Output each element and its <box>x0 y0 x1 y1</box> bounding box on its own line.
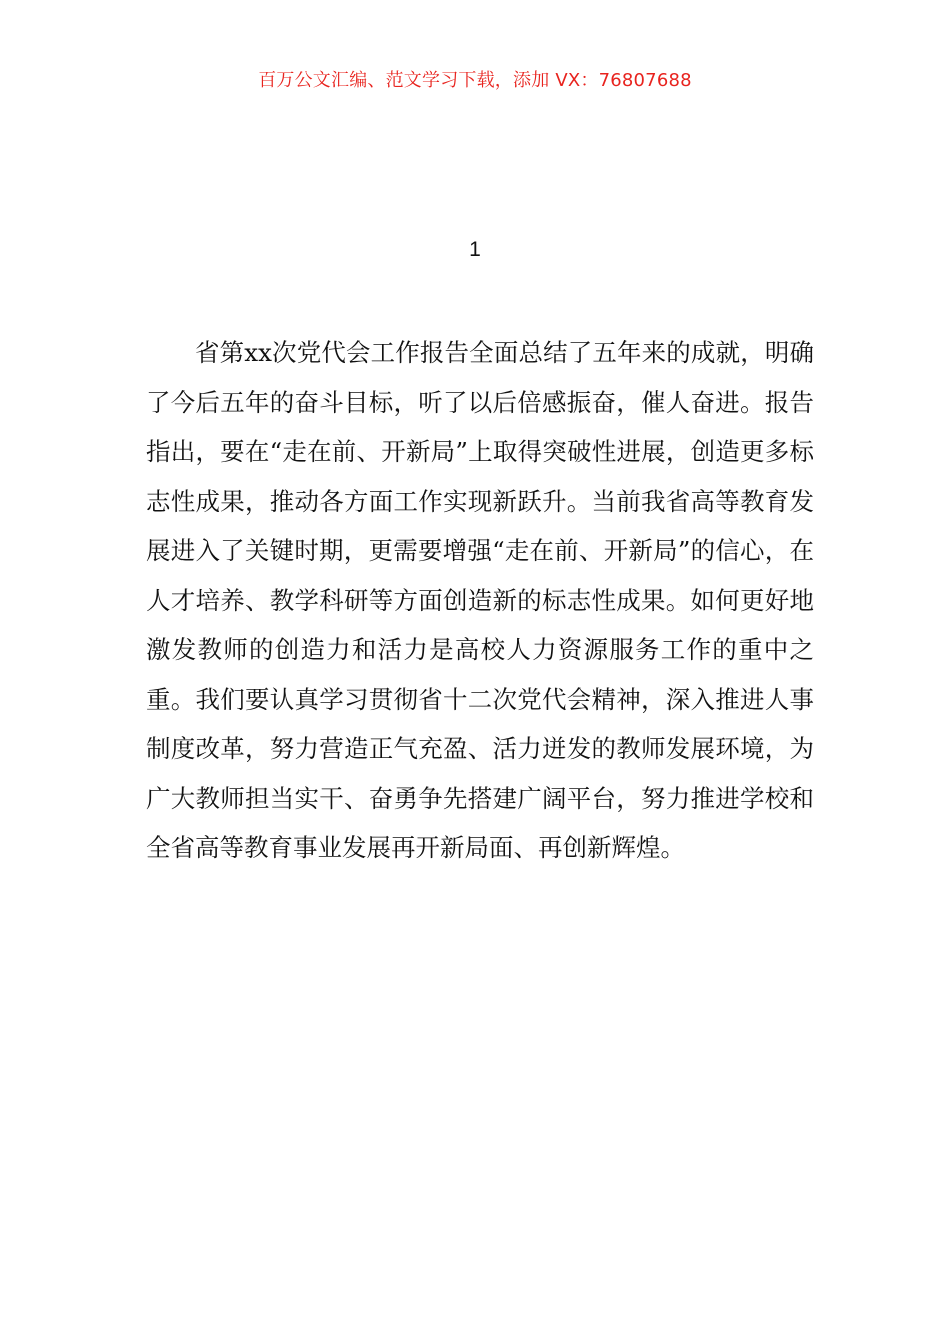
body-paragraph: 省第xx次党代会工作报告全面总结了五年来的成就，明确了今后五年的奋斗目标，听了以后倍感振奋，催人奋进。报告指出，要在“走在前、开新局”上取得突破性进展，创造更多标志性成果，推动各方面工作实现新跃升。当前我省高等教育发展进入了关键时期，更需要增强“走在前、开新局”的信心，在人才培养、教学科研等方面创造新的标志性成果。如何更好地激发教师的创造力和活力是高校人力资源服务工作的重中之重。我们要认真学习贯彻省十二次党代会精神，深入推进人事制度改革，努力营造正气充盈、活力迸发的教师发展环境，为广大教师担当实干、奋勇争先搭建广阔平台，努力推进学校和全省高等教育事业发展再开新局面、再创新辉煌。 <box>146 338 814 862</box>
page-number: 1 <box>469 238 481 261</box>
header-banner: 百万公文汇编、范文学习下载，添加 VX：76807688 <box>258 70 692 91</box>
